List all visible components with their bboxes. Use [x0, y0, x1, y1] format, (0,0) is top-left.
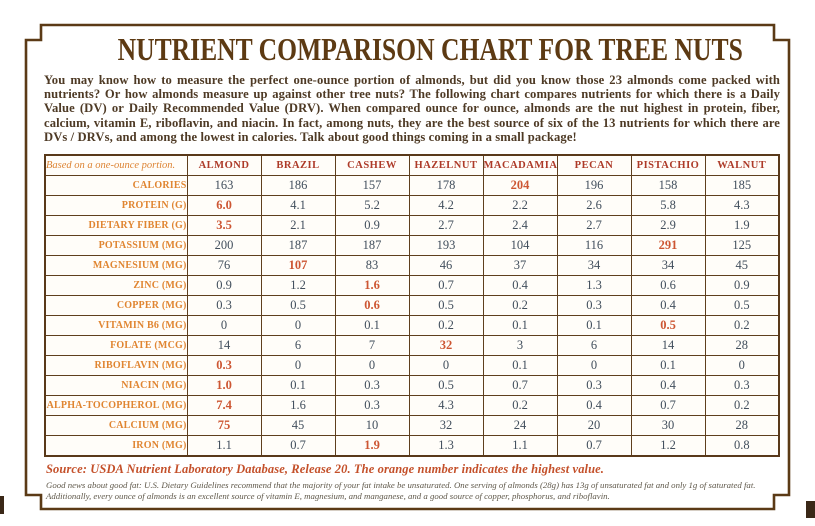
column-header-hazelnut: HAZELNUT	[409, 155, 483, 176]
value-cell: 46	[409, 256, 483, 276]
value-cell: 1.1	[483, 436, 557, 457]
value-cell: 0.3	[557, 296, 631, 316]
value-cell: 0.9	[187, 276, 261, 296]
value-cell: 20	[557, 416, 631, 436]
value-cell: 116	[557, 236, 631, 256]
value-cell: 1.2	[631, 436, 705, 457]
value-cell: 1.1	[187, 436, 261, 457]
value-cell-highest: 0.5	[631, 316, 705, 336]
table-row	[45, 196, 779, 216]
value-cell: 4.2	[409, 196, 483, 216]
value-cell: 76	[187, 256, 261, 276]
value-cell: 0.2	[705, 396, 779, 416]
column-header-macadamia: MACADAMIA	[483, 155, 557, 176]
intro-paragraph: You may know how to measure the perfect one-ounce portion of almonds, but did you know those 23 almonds come packed with nutrients? Or how almonds measure up against other tree nuts? The following chart compares nutrients for which there is a Daily Value (DV) or Daily Recommended Value (DRV). When compared ounce for ounce, almonds are the nut highest in protein, fiber, calcium, vitamin E, riboflavin, and niacin. In fact, among nuts, they are the best source of six of the 13 nutrients for which there are DVs / DRVs, and among the lowest in calories. Talk about good things coming in a small package!	[44, 73, 780, 144]
value-cell: 5.8	[631, 196, 705, 216]
value-cell: 0.3	[335, 396, 409, 416]
value-cell: 0.1	[631, 356, 705, 376]
page-content	[44, 30, 780, 502]
value-cell: 0.5	[409, 376, 483, 396]
value-cell: 193	[409, 236, 483, 256]
value-cell: 37	[483, 256, 557, 276]
value-cell-highest: 0.6	[335, 296, 409, 316]
row-label: POTASSIUM (MG)	[45, 236, 187, 256]
value-cell: 1.6	[261, 396, 335, 416]
value-cell: 104	[483, 236, 557, 256]
value-cell: 0.5	[261, 296, 335, 316]
column-header-cashew: CASHEW	[335, 155, 409, 176]
value-cell: 0.1	[261, 376, 335, 396]
value-cell: 2.9	[631, 216, 705, 236]
value-cell: 163	[187, 176, 261, 196]
value-cell: 186	[261, 176, 335, 196]
value-cell-highest: 6.0	[187, 196, 261, 216]
value-cell: 2.7	[409, 216, 483, 236]
value-cell-highest: 1.9	[335, 436, 409, 457]
value-cell: 0.7	[261, 436, 335, 457]
value-cell: 0.2	[409, 316, 483, 336]
value-cell: 3	[483, 336, 557, 356]
value-cell: 0	[261, 356, 335, 376]
value-cell: 1.9	[705, 216, 779, 236]
value-cell: 2.4	[483, 216, 557, 236]
row-label: CALORIES	[45, 176, 187, 196]
table-row	[45, 396, 779, 416]
row-label: CALCIUM (MG)	[45, 416, 187, 436]
value-cell: 0.3	[705, 376, 779, 396]
value-cell: 0.3	[557, 376, 631, 396]
value-cell: 2.6	[557, 196, 631, 216]
value-cell-highest: 1.6	[335, 276, 409, 296]
row-label: ALPHA-TOCOPHEROL (MG)	[45, 396, 187, 416]
value-cell: 45	[261, 416, 335, 436]
value-cell: 34	[557, 256, 631, 276]
nutrient-table	[44, 154, 780, 457]
value-cell: 185	[705, 176, 779, 196]
value-cell-highest: 107	[261, 256, 335, 276]
table-row	[45, 356, 779, 376]
value-cell-highest: 0.3	[187, 356, 261, 376]
value-cell: 0.8	[705, 436, 779, 457]
value-cell: 1.3	[409, 436, 483, 457]
table-row	[45, 256, 779, 276]
value-cell: 125	[705, 236, 779, 256]
value-cell: 0.2	[705, 316, 779, 336]
table-header-row	[45, 155, 779, 176]
value-cell: 0.1	[483, 356, 557, 376]
value-cell: 28	[705, 336, 779, 356]
row-label: IRON (MG)	[45, 436, 187, 457]
row-label: COPPER (MG)	[45, 296, 187, 316]
value-cell: 14	[187, 336, 261, 356]
value-cell: 0.4	[631, 376, 705, 396]
value-cell: 5.2	[335, 196, 409, 216]
row-label: FOLATE (MCG)	[45, 336, 187, 356]
table-row	[45, 336, 779, 356]
value-cell: 28	[705, 416, 779, 436]
value-cell: 45	[705, 256, 779, 276]
value-cell: 14	[631, 336, 705, 356]
page-edge-mark-left	[0, 496, 4, 514]
value-cell: 200	[187, 236, 261, 256]
value-cell: 158	[631, 176, 705, 196]
value-cell: 178	[409, 176, 483, 196]
value-cell: 0	[335, 356, 409, 376]
column-header-pecan: PECAN	[557, 155, 631, 176]
table-corner-label: Based on a one-ounce portion.	[45, 155, 187, 176]
table-row	[45, 316, 779, 336]
value-cell: 0	[557, 356, 631, 376]
value-cell: 6	[261, 336, 335, 356]
value-cell: 0.7	[409, 276, 483, 296]
value-cell: 10	[335, 416, 409, 436]
value-cell-highest: 1.0	[187, 376, 261, 396]
value-cell: 7	[335, 336, 409, 356]
table-row	[45, 376, 779, 396]
value-cell-highest: 3.5	[187, 216, 261, 236]
footnote-line: Additionally, every ounce of almonds is an excellent source of vitamin E, magnesium, and manganese, and a good source of copper, phosphorus, and riboflavin.	[46, 491, 610, 501]
value-cell: 0.4	[631, 296, 705, 316]
value-cell: 0.4	[483, 276, 557, 296]
value-cell: 196	[557, 176, 631, 196]
value-cell: 0.4	[557, 396, 631, 416]
column-header-pistachio: PISTACHIO	[631, 155, 705, 176]
value-cell: 157	[335, 176, 409, 196]
value-cell: 83	[335, 256, 409, 276]
value-cell: 0.2	[483, 396, 557, 416]
page-title: NUTRIENT COMPARISON CHART FOR TREE NUTS	[117, 31, 743, 67]
value-cell: 30	[631, 416, 705, 436]
table-row	[45, 296, 779, 316]
value-cell-highest: 75	[187, 416, 261, 436]
value-cell: 0	[261, 316, 335, 336]
value-cell: 0.7	[557, 436, 631, 457]
value-cell: 0.5	[409, 296, 483, 316]
row-label: ZINC (MG)	[45, 276, 187, 296]
value-cell-highest: 7.4	[187, 396, 261, 416]
value-cell: 0.7	[483, 376, 557, 396]
value-cell: 1.3	[557, 276, 631, 296]
table-row	[45, 436, 779, 457]
value-cell: 0.3	[187, 296, 261, 316]
footnote	[46, 480, 780, 502]
value-cell: 0	[705, 356, 779, 376]
value-cell: 0.1	[557, 316, 631, 336]
value-cell: 2.7	[557, 216, 631, 236]
table-row	[45, 236, 779, 256]
value-cell-highest: 32	[409, 336, 483, 356]
value-cell: 0.9	[705, 276, 779, 296]
row-label: PROTEIN (G)	[45, 196, 187, 216]
row-label: MAGNESIUM (MG)	[45, 256, 187, 276]
value-cell: 32	[409, 416, 483, 436]
value-cell: 0.5	[705, 296, 779, 316]
row-label: VITAMIN B6 (MG)	[45, 316, 187, 336]
table-row	[45, 176, 779, 196]
value-cell: 187	[261, 236, 335, 256]
value-cell: 187	[335, 236, 409, 256]
table-row	[45, 216, 779, 236]
table-row	[45, 416, 779, 436]
table-row	[45, 276, 779, 296]
value-cell-highest: 291	[631, 236, 705, 256]
value-cell: 0.3	[335, 376, 409, 396]
value-cell: 0.7	[631, 396, 705, 416]
value-cell: 6	[557, 336, 631, 356]
row-label: RIBOFLAVIN (MG)	[45, 356, 187, 376]
row-label: DIETARY FIBER (G)	[45, 216, 187, 236]
value-cell: 4.3	[409, 396, 483, 416]
value-cell: 0.1	[483, 316, 557, 336]
value-cell-highest: 204	[483, 176, 557, 196]
column-header-almond: ALMOND	[187, 155, 261, 176]
value-cell: 0	[409, 356, 483, 376]
footnote-line: Good news about good fat: U.S. Dietary Guidelines recommend that the majority of your fat intake be unsaturated. One serving of almonds (28g) has 13g of unsaturated fat and only 1g of saturated fat.	[46, 480, 756, 490]
value-cell: 0.1	[335, 316, 409, 336]
value-cell: 1.2	[261, 276, 335, 296]
value-cell: 0.6	[631, 276, 705, 296]
value-cell: 4.1	[261, 196, 335, 216]
column-header-walnut: WALNUT	[705, 155, 779, 176]
column-header-brazil: BRAZIL	[261, 155, 335, 176]
row-label: NIACIN (MG)	[45, 376, 187, 396]
page-edge-mark-right	[806, 501, 815, 518]
value-cell: 2.2	[483, 196, 557, 216]
value-cell: 2.1	[261, 216, 335, 236]
value-cell: 0	[187, 316, 261, 336]
value-cell: 34	[631, 256, 705, 276]
source-note: Source: USDA Nutrient Laboratory Database, Release 20. The orange number indicates the highest value.	[46, 462, 605, 476]
value-cell: 0.2	[483, 296, 557, 316]
value-cell: 0.9	[335, 216, 409, 236]
value-cell: 4.3	[705, 196, 779, 216]
value-cell: 24	[483, 416, 557, 436]
